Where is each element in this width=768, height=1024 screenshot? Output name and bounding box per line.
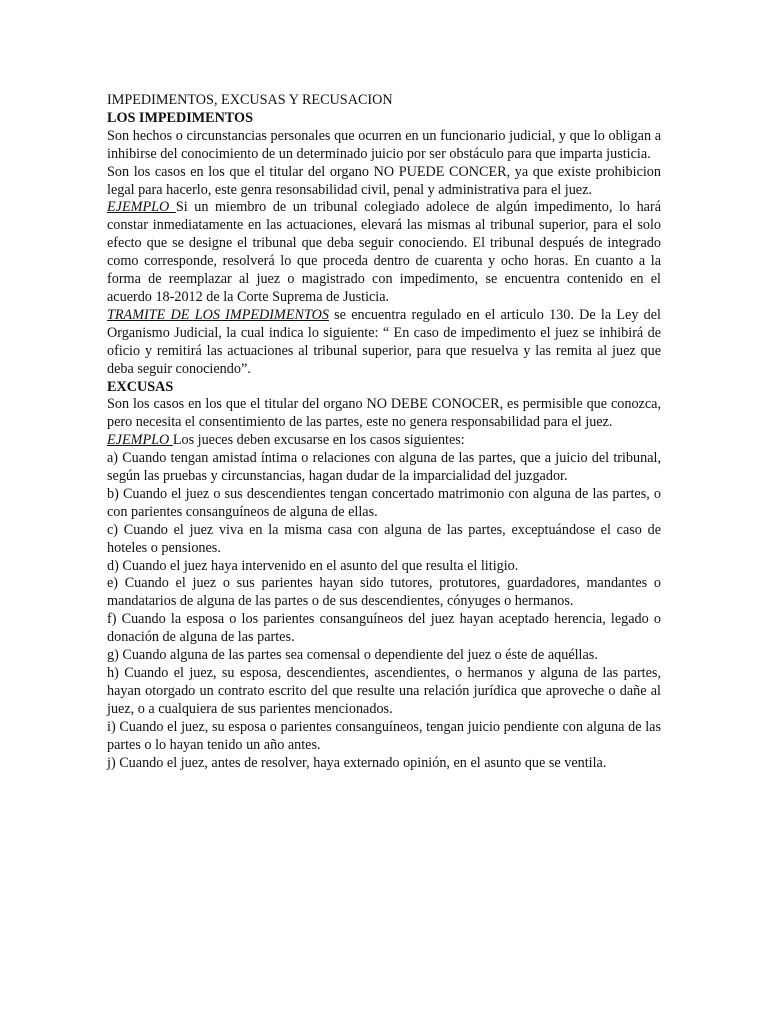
impedimentos-cases: Son los casos en los que el titular del organo NO PUEDE CONCER, ya que existe prohibicion legal para hacerlo, este genra resonsabilidad civil, penal y administrativa para el juez.: [107, 163, 661, 198]
tramite-text: se encuentra regulado en el articulo 130. De la Ley del Organismo Judicial, la cual indica lo siguiente: “ En caso de impedimento el juez se inhibirá de oficio y remitirá las actuaciones al tribunal superior, para que resuelva y las remita al juez que deba seguir conociendo”.: [107, 306, 661, 377]
tramite-label: TRAMITE DE LOS IMPEDIMENTOS: [107, 306, 329, 323]
impedimentos-tramite: [107, 307, 661, 379]
list-item-i: i) Cuando el juez, su esposa o parientes consanguíneos, tengan juicio pendiente con alguna de las partes o lo hayan tenido un año antes.: [107, 718, 661, 753]
list-item-e: e) Cuando el juez o sus parientes hayan sido tutores, protutores, guardadores, mandantes o mandatarios de alguna de las partes o de sus descendientes, cónyuges o hermanos.: [107, 575, 661, 610]
document-page: [107, 92, 661, 772]
list-item-a: a) Cuando tengan amistad íntima o relaciones con alguna de las partes, que a juicio del tribunal, según las pruebas y circunstancias, hagan dudar de la imparcialidad del juzgador.: [107, 450, 661, 485]
list-item-b: b) Cuando el juez o sus descendientes tengan concertado matrimonio con alguna de las partes, o con parientes consanguíneos de alguna de ellas.: [107, 485, 661, 520]
excusas-example: [107, 432, 661, 450]
list-item-c: c) Cuando el juez viva en la misma casa con alguna de las partes, exceptuándose el caso de hoteles o pensiones.: [107, 521, 661, 556]
excusas-example-intro: Los jueces deben excusarse en los casos siguientes:: [172, 432, 465, 449]
list-item-g: g) Cuando alguna de las partes sea comensal o dependiente del juez o éste de aquéllas.: [107, 647, 598, 664]
impedimentos-definition: Son hechos o circunstancias personales que ocurren en un funcionario judicial, y que lo obligan a inhibirse del conocimiento de un determinado juicio por ser obstáculo para que imparta justicia.: [107, 127, 661, 162]
impedimentos-example-label: EJEMPLO: [107, 199, 176, 216]
impedimentos-example-text: Si un miembro de un tribunal colegiado adolece de algún impedimento, lo hará constar inmediatamente en las actuaciones, elevará las mismas al tribunal superior, para el solo efecto que se designe el tribunal que deba seguir conociendo. El tribunal después de integrado como corresponde, resolverá lo que proceda dentro de cuarenta y ocho horas. En cuanto a la forma de reemplazar al juez o magistrado con impedimento, se encuentra contenido en el acuerdo 18-2012 de la Corte Suprema de Justicia.: [107, 199, 661, 305]
list-item-j: j) Cuando el juez, antes de resolver, haya externado opinión, en el asunto que se ventila.: [107, 754, 607, 771]
list-item-f: f) Cuando la esposa o los parientes consanguíneos del juez hayan aceptado herencia, legado o donación de alguna de las partes.: [107, 611, 661, 646]
excusas-heading: EXCUSAS: [107, 378, 174, 395]
document-title: IMPEDIMENTOS, EXCUSAS Y RECUSACION: [107, 92, 393, 108]
excusas-definition: Son los casos en los que el titular del organo NO DEBE CONOCER, es permisible que conozca, pero necesita el consentimiento de las partes, este no genera responsabilidad para el juez.: [107, 396, 661, 431]
list-item-d: d) Cuando el juez haya intervenido en el asunto del que resulta el litigio.: [107, 557, 519, 574]
excusas-list: [107, 450, 661, 772]
impedimentos-heading: LOS IMPEDIMENTOS: [107, 109, 253, 126]
impedimentos-example: [107, 199, 661, 306]
excusas-example-label: EJEMPLO: [107, 432, 173, 449]
list-item-h: h) Cuando el juez, su esposa, descendientes, ascendientes, o hermanos y alguna de las partes, hayan otorgado un contrato escrito del que resulte una relación jurídica que aproveche o dañe al juez, o a cualquiera de sus parientes mencionados.: [107, 665, 661, 717]
